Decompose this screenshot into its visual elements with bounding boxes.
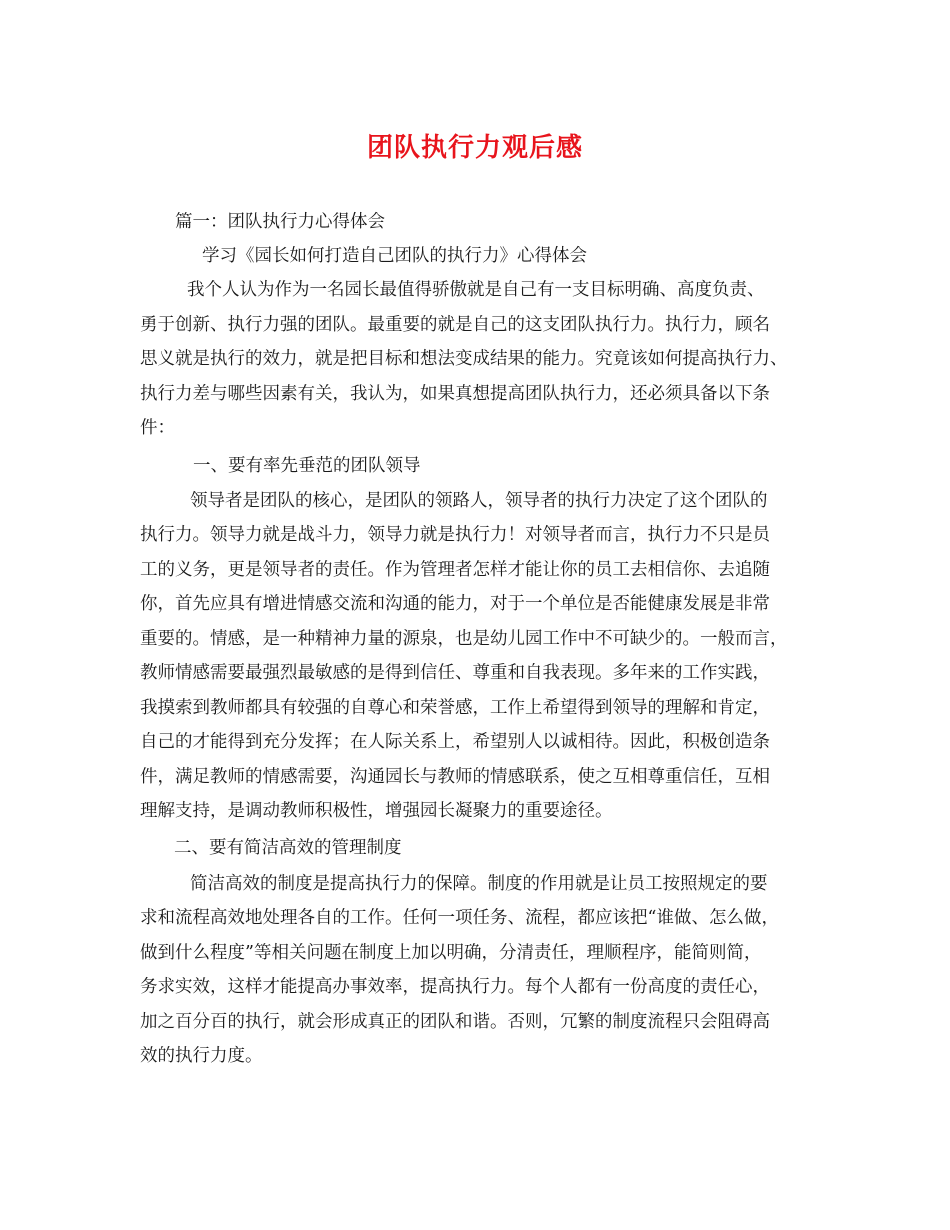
- paragraph-line: 执行力。领导力就是战斗力，领导力就是执行力！对领导者而言，执行力不只是员: [140, 525, 770, 545]
- paragraph-line: 件：: [140, 418, 175, 438]
- paragraph-line: 做到什么程度”等相关问题在制度上加以明确，分清责任，理顺程序，能简则简，: [140, 943, 762, 963]
- paragraph-line: 重要的。情感，是一种精神力量的源泉，也是幼儿园工作中不可缺少的。一般而言，: [140, 629, 788, 649]
- paragraph-line: 工的义务，更是领导者的责任。作为管理者怎样才能让你的员工去相信你、去追随: [140, 560, 770, 580]
- paragraph-line: 理解支持，是调动教师积极性，增强园长凝聚力的重要途径。: [140, 801, 613, 821]
- paragraph-line: 执行力差与哪些因素有关，我认为，如果真想提高团队执行力，还必须具备以下条: [140, 384, 770, 404]
- paragraph-line: 我个人认为作为一名园长最值得骄傲就是自己有一支目标明确、高度负责、: [187, 280, 765, 300]
- paragraph-line: 领导者是团队的核心，是团队的领路人，领导者的执行力决定了这个团队的: [190, 491, 768, 511]
- subheading: 学习《园长如何打造自己团队的执行力》心得体会: [202, 246, 587, 266]
- paragraph-line: 我摸索到教师都具有较强的自尊心和荣誉感，工作上希望得到领导的理解和肯定，: [140, 698, 770, 718]
- paragraph-line: 效的执行力度。: [140, 1046, 263, 1066]
- paragraph-line: 务求实效，这样才能提高办事效率，提高执行力。每个人都有一份高度的责任心，: [140, 977, 770, 997]
- point-heading: 一、要有率先垂范的团队领导: [193, 456, 421, 476]
- point-heading: 二、要有简洁高效的管理制度: [174, 838, 402, 858]
- paragraph-line: 你，首先应具有增进情感交流和沟通的能力，对于一个单位是否能健康发展是非常: [140, 594, 770, 614]
- paragraph-line: 教师情感需要最强烈最敏感的是得到信任、尊重和自我表现。多年来的工作实践，: [140, 663, 770, 683]
- paragraph-line: 思义就是执行的效力，就是把目标和想法变成结果的能力。究竟该如何提高执行力、: [140, 349, 788, 369]
- paragraph-line: 加之百分百的执行，就会形成真正的团队和谐。否则，冗繁的制度流程只会阻碍高: [140, 1012, 770, 1032]
- paragraph-line: 件，满足教师的情感需要，沟通园长与教师的情感联系，使之互相尊重信任，互相: [140, 767, 770, 787]
- paragraph-line: 勇于创新、执行力强的团队。最重要的就是自己的这支团队执行力。执行力，顾名: [140, 315, 770, 335]
- paragraph-line: 简洁高效的制度是提高执行力的保障。制度的作用就是让员工按照规定的要: [190, 874, 768, 894]
- paragraph-line: 自己的才能得到充分发挥；在人际关系上，希望别人以诚相待。因此，积极创造条: [140, 732, 770, 752]
- document-title: 团队执行力观后感: [366, 133, 583, 163]
- paragraph-line: 求和流程高效地处理各自的工作。任何一项任务、流程，都应该把“谁做、怎么做，: [140, 908, 779, 928]
- section-heading: 篇一：团队执行力心得体会: [175, 212, 385, 232]
